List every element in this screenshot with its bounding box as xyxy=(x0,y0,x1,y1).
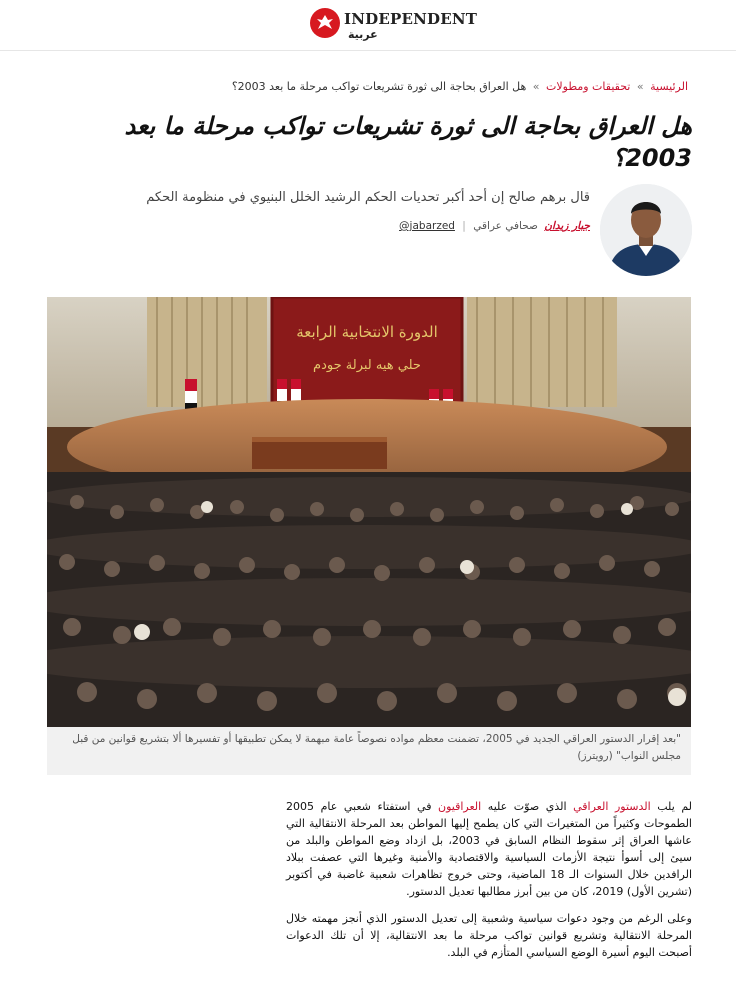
breadcrumb xyxy=(232,80,688,93)
author-line xyxy=(399,220,590,232)
hero-image xyxy=(47,297,691,727)
eagle-icon xyxy=(310,8,340,38)
breadcrumb-separator: » xyxy=(636,80,644,93)
article-body xyxy=(286,798,692,971)
tag-link-iraqis[interactable]: العراقيون xyxy=(438,800,482,813)
hero-banner-line1: الدورة الانتخابية الرابعة xyxy=(296,323,438,341)
article-paragraph: لم يلب الدستور العراقي الذي صوّت عليه العراقيون في استفتاء شعبي عام 2005 الطموحات وكثيراً من المتغيرات التي كان يطمح إليها المواطن بعد المرحلة الانتقالية التي عاشها العراق إثر سقوط النظام السابق في 2003، بل ازداد وضع المواطن والبلد من سيئ إلى أسوأ نتيجة الأزمات السياسية والاقتصادية والأمنية وغيرها التي عصفت ببلاد الرافدين خلال السنوات الـ 18 الماضية، وحتى خروج تظاهرات شعبية غاضبة في أكتوبر (تشرين الأول) 2019، كان من بين أبرز مطالبها تعديل الدستور. xyxy=(286,800,693,898)
logo-arabic: عربية xyxy=(348,28,378,41)
site-logo[interactable] xyxy=(310,6,478,44)
hero-banner-line2: حلي هيه لبرلة جودم xyxy=(313,358,421,373)
author-avatar[interactable] xyxy=(600,184,692,276)
article-paragraph: وعلى الرغم من وجود دعوات سياسية وشعبية إلى تعديل الدستور الذي أنجز مهمته خلال المرحلة الانتقالية وتشريع قوانين تواكب مرحلة ما بعد الانتقالية، إلا أن تلك الدعوات أصبحت اليوم أسيرة الوضع السياسي المتأزم في البلد. xyxy=(286,912,692,959)
author-role: صحافي عراقي xyxy=(473,220,538,232)
breadcrumb-section[interactable]: تحقيقات ومطولات xyxy=(546,80,631,93)
site-header xyxy=(0,0,736,51)
article-subtitle: قال برهم صالح إن أحد أكبر تحديات الحكم الرشيد الخلل البنيوي في منظومة الحكم xyxy=(146,190,590,205)
breadcrumb-current: هل العراق بحاجة الى ثورة تشريعات تواكب مرحلة ما بعد 2003؟ xyxy=(231,80,527,93)
tag-link-iraqi-constitution[interactable]: الدستور العراقي xyxy=(573,800,651,813)
image-caption: "بعد إقرار الدستور العراقي الجديد في 2005، تضمنت معظم مواده نصوصاً عامة مبهمة لا يمكن تطبيقها أو تفسيرها ألا بتشريع قوانين من قبل مجلس النواب" (رويترز) xyxy=(47,727,691,775)
author-twitter-handle[interactable]: @jabarzed xyxy=(399,220,455,232)
breadcrumb-separator: » xyxy=(532,80,540,93)
author-divider: | xyxy=(462,220,466,232)
logo-wordmark: INDEPENDENT xyxy=(344,10,478,28)
article-title: هل العراق بحاجة الى ثورة تشريعات تواكب مرحلة ما بعد 2003؟ xyxy=(124,112,692,172)
breadcrumb-home[interactable]: الرئيسية xyxy=(650,80,688,93)
author-name[interactable]: جبار زيدان xyxy=(544,220,590,232)
